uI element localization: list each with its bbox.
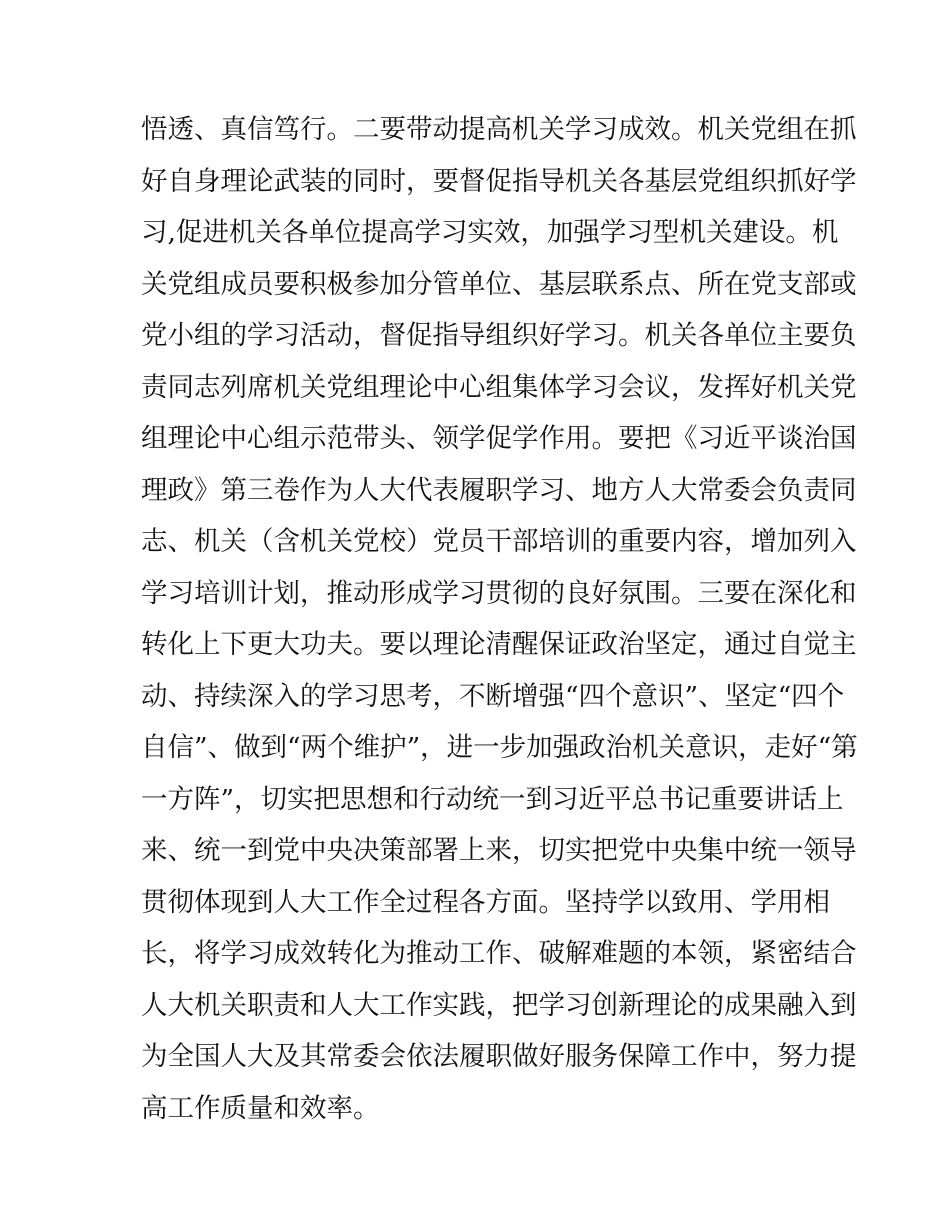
- text-line: 党小组的学习活动，督促指导组织好学习。机关各单位主要负: [141, 320, 857, 351]
- body-paragraph: [141, 104, 858, 1134]
- text-line: 理政》第三卷作为人大代表履职学习、地方人大常委会负责同: [141, 474, 857, 506]
- text-line: 志、机关（含机关党校）党员干部培训的重要内容，增加列入: [141, 526, 857, 557]
- text-line: 悟透、真信笃行。二要带动提高机关学习成效。机关党组在抓: [141, 114, 857, 145]
- text-line: 为全国人大及其常委会依法履职做好服务保障工作中，努力提: [141, 1041, 857, 1072]
- text-line: 高工作质量和效率。: [141, 1092, 380, 1124]
- text-line: 关党组成员要积极参加分管单位、基层联系点、所在党支部或: [141, 268, 857, 300]
- text-line: 转化上下更大功夫。要以理论清醒保证政治坚定，通过自觉主: [141, 629, 857, 660]
- text-line: 来、统一到党中央决策部署上来，切实把党中央集中统一领导: [141, 835, 857, 866]
- text-line: 自信”、做到“两个维护”，进一步加强政治机关意识，走好“第: [141, 732, 858, 763]
- text-line: 习,促进机关各单位提高学习实效，加强学习型机关建设。机: [141, 217, 839, 248]
- text-line: 一方阵”，切实把思想和行动统一到习近平总书记重要讲话上: [141, 783, 844, 815]
- text-line: 贯彻体现到人大工作全过程各方面。坚持学以致用、学用相: [141, 886, 830, 918]
- text-line: 责同志列席机关党组理论中心组集体学习会议，发挥好机关党: [141, 371, 857, 403]
- text-line: 动、持续深入的学习思考，不断增强“四个意识”、坚定“四个: [141, 680, 845, 712]
- text-line: 学习培训计划，推动形成学习贯彻的良好氛围。三要在深化和: [141, 577, 857, 609]
- text-line: 长，将学习成效转化为推动工作、破解难题的本领，紧密结合: [141, 938, 857, 969]
- text-line: 好自身理论武装的同时，要督促指导机关各基层党组织抓好学: [141, 165, 857, 197]
- text-line: 组理论中心组示范带头、领学促学作用。要把《习近平谈治国: [141, 423, 857, 454]
- text-line: 人大机关职责和人大工作实践，把学习创新理论的成果融入到: [141, 989, 857, 1021]
